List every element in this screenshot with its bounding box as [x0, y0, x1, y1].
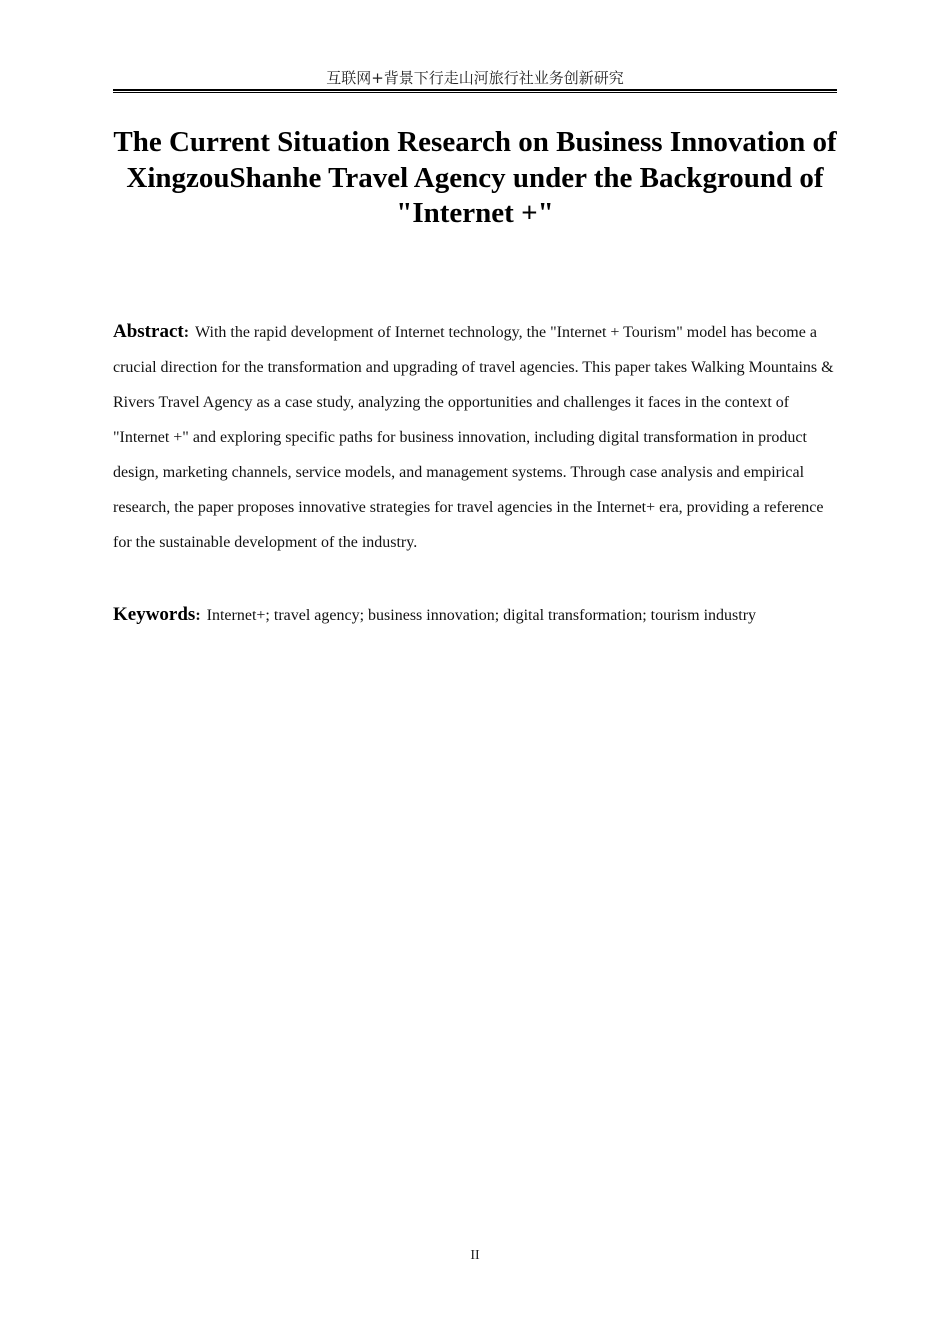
header-rule-secondary [113, 92, 837, 93]
keywords-text: Internet+; travel agency; business innovation; digital transformation; tourism industry [206, 607, 757, 624]
keywords-separator: : [195, 607, 201, 624]
abstract-text: With the rapid development of Internet technology, the "Internet + Tourism" model has become a crucial direction for the transformation and upgrading of travel agencies. This paper takes Walking Mountains & Rivers Travel Agency as a case study, analyzing the opportunities and challenges it faces in the context of "Internet +" and exploring specific paths for business innovation, including digital transformation in product design, marketing channels, service models, and management systems. Through case analysis and empirical research, the paper proposes innovative strategies for travel agencies in the Internet+ era, providing a reference for the sustainable development of the industry. [113, 324, 834, 551]
title-line-1: The Current Situation Research on Business Innovation of [113, 126, 837, 158]
document-title [113, 125, 837, 232]
title-line-3: "Internet +" [396, 197, 554, 229]
header-rule [113, 89, 837, 91]
abstract-separator: : [183, 324, 190, 341]
title-line-2: XingzouShanhe Travel Agency under the Background of [126, 161, 824, 194]
abstract-paragraph [113, 314, 837, 560]
running-header: 互联网+背景下行走山河旅行社业务创新研究 [326, 69, 624, 87]
abstract-label: Abstract [113, 321, 184, 342]
page-number: II [470, 1248, 480, 1263]
keywords-paragraph [113, 597, 837, 633]
keywords-label: Keywords [113, 604, 196, 625]
